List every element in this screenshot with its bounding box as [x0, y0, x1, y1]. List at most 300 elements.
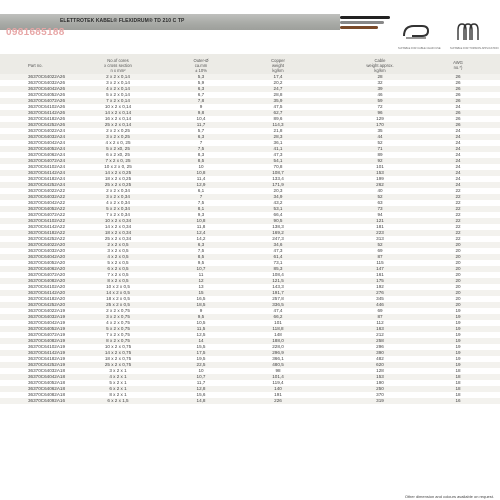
copper-weight-cell: 191: [274, 392, 282, 397]
part-no-cell: 36370C64042A18: [28, 374, 66, 379]
cores-cell: 18 x 2 x 0,34: [104, 230, 132, 235]
cable-weight-cell: 170: [376, 122, 384, 127]
part-no-cell: 36370C64072A24: [28, 158, 66, 163]
awg-cell: 20: [455, 266, 461, 271]
outer-diameter-cell: 7,5: [197, 248, 205, 253]
part-no-cell: 36370C64082A18: [28, 392, 66, 397]
cores-cell: 7 x 2 x 0, 25: [105, 158, 131, 163]
footnote: Other dimension and colours available on request.: [404, 494, 494, 499]
awg-cell: 18: [455, 374, 461, 379]
awg-cell: 22: [455, 218, 461, 223]
copper-weight-cell: 90,5: [273, 218, 283, 223]
part-no-cell: 36370C64052A26: [28, 92, 66, 97]
cable-weight-cell: 44: [377, 134, 383, 139]
outer-diameter-cell: 11,4: [196, 176, 206, 181]
part-no-cell: 36370C64072A19: [28, 332, 66, 337]
awg-cell: 26: [455, 92, 461, 97]
copper-weight-cell: 66,2: [273, 314, 283, 319]
part-no-cell: 36370C64052A19: [28, 326, 66, 331]
copper-weight-cell: 101,4: [272, 374, 284, 379]
copper-weight-cell: 62,7: [273, 110, 283, 115]
awg-cell: 26: [455, 122, 461, 127]
header-copper-line2: weight: [271, 63, 285, 68]
outer-diameter-cell: 7,8: [197, 98, 205, 103]
cable-chain-caption: SUITABLE FOR CABLE CHAIN USE: [398, 47, 441, 50]
cores-cell: 14 x 2 x 0,25: [104, 170, 132, 175]
awg-cell: 20: [455, 302, 461, 307]
header-outer-line1: Outer-Ø: [193, 58, 209, 63]
copper-weight-cell: 21,8: [273, 128, 283, 133]
cores-cell: 7 x 2 x 0,34: [106, 212, 130, 217]
copper-weight-cell: 119,4: [272, 380, 284, 385]
cable-weight-cell: 63: [377, 200, 383, 205]
cores-cell: 18 x 2 x 0,5: [106, 296, 130, 301]
cores-cell: 5 x 2 x 0,75: [106, 326, 130, 331]
outer-diameter-cell: 7,5: [197, 146, 205, 151]
awg-cell: 20: [455, 290, 461, 295]
copper-weight-cell: 53,1: [273, 206, 283, 211]
copper-weight-cell: 28,8: [273, 92, 283, 97]
cores-cell: 25 x 2 x 0,34: [104, 236, 132, 241]
cable-weight-cell: 128: [376, 368, 384, 373]
awg-cell: 26: [455, 74, 461, 79]
copper-weight-cell: 89,6: [273, 116, 283, 121]
copper-weight-cell: 20,2: [273, 80, 283, 85]
cores-cell: 7 x 2 x 0,5: [107, 272, 129, 277]
outer-diameter-cell: 9,8: [197, 110, 205, 115]
copper-weight-cell: 47,3: [273, 248, 283, 253]
awg-cell: 22: [455, 236, 461, 241]
outer-diameter-cell: 11,7: [196, 122, 206, 127]
copper-weight-cell: 140: [274, 386, 282, 391]
cores-cell: 14 x 2 x 0,5: [106, 290, 130, 295]
outer-diameter-cell: 18,5: [196, 302, 206, 307]
cable-weight-cell: 129: [376, 116, 384, 121]
cores-cell: 2 x 2 x 0,75: [106, 308, 130, 313]
outer-diameter-cell: 9,5: [197, 260, 205, 265]
part-no-cell: 36370C64072A20: [28, 272, 66, 277]
outer-diameter-cell: 5,3: [197, 74, 205, 79]
cores-cell: 5 x 2 x 1: [109, 380, 127, 385]
awg-cell: 24: [455, 158, 461, 163]
cable-title: ELETTROTEK KABEL® FLEXIDRUM® TD 210 C TP: [60, 18, 185, 24]
cores-cell: 10 x 2 x 0,5: [106, 284, 130, 289]
outer-diameter-cell: 8,5: [197, 158, 205, 163]
outer-diameter-cell: 14,8: [196, 398, 206, 403]
awg-cell: 22: [455, 212, 461, 217]
part-no-cell: 36370C64252A20: [28, 302, 66, 307]
cable-weight-cell: 121: [376, 218, 384, 223]
cores-cell: 3 x 2 x 0,75: [106, 314, 130, 319]
part-no-cell: 36370C64102A22: [28, 218, 66, 223]
cores-cell: 14 x 2 x 0,34: [104, 224, 132, 229]
outer-diameter-cell: 9,3: [197, 212, 205, 217]
part-no-cell: 36370C64082A20: [28, 278, 66, 283]
cores-cell: 4 x 2 x 0,34: [106, 200, 130, 205]
part-no-cell: 36370C64052A18: [28, 380, 66, 385]
copper-weight-cell: 257,8: [272, 296, 284, 301]
awg-cell: 20: [455, 248, 461, 253]
header-awg-line1: AWG: [453, 60, 463, 65]
part-no-cell: 36370C64042A24: [28, 140, 66, 145]
copper-weight-cell: 43,2: [273, 200, 283, 205]
awg-cell: 26: [455, 116, 461, 121]
copper-weight-cell: 47,5: [273, 104, 283, 109]
copper-weight-cell: 85,3: [273, 266, 283, 271]
header-cable: [355, 58, 405, 73]
copper-weight-cell: 366,1: [272, 356, 284, 361]
cable-weight-cell: 223: [376, 230, 384, 235]
part-no-cell: 36370C64252A19: [28, 362, 66, 367]
copper-weight-cell: 133,4: [272, 176, 284, 181]
copper-weight-cell: 148: [274, 332, 282, 337]
outer-diameter-cell: 9: [199, 308, 203, 313]
cable-weight-cell: 46: [377, 92, 383, 97]
part-no-cell: 36370C64022A20: [28, 242, 66, 247]
header-part-no: Part no.: [28, 63, 43, 68]
part-no-cell: 36370C64042A26: [28, 86, 66, 91]
part-no-cell: 36370C64052A24: [28, 146, 66, 151]
cores-cell: 2 x 2 x 0,14: [106, 74, 130, 79]
cable-weight-cell: 94: [377, 212, 383, 217]
cable-weight-cell: 69: [377, 308, 383, 313]
cores-cell: 10 x 2 x 0,14: [104, 104, 132, 109]
header-outer-line3: ± 10%: [195, 68, 207, 73]
header-cores-line3: n x mm²: [110, 68, 126, 73]
part-no-cell: 36370C64032A24: [28, 134, 66, 139]
cores-cell: 10 x 2 x 0,34: [104, 218, 132, 223]
cable-weight-cell: 319: [376, 398, 384, 403]
part-no-cell: 36370C64022A22: [28, 188, 66, 193]
cores-cell: 7 x 2 x 0,14: [106, 98, 130, 103]
copper-weight-cell: 24,7: [273, 86, 283, 91]
awg-cell: 20: [455, 260, 461, 265]
part-no-cell: 36370C64142A20: [28, 290, 66, 295]
copper-weight-cell: 73,1: [273, 260, 283, 265]
awg-cell: 18: [455, 368, 461, 373]
awg-cell: 20: [455, 296, 461, 301]
cable-weight-cell: 28: [377, 74, 383, 79]
awg-cell: 24: [455, 152, 461, 157]
cable-core-brown: [340, 26, 378, 29]
cable-weight-cell: 112: [376, 320, 384, 325]
part-no-cell: 36370C64182A20: [28, 296, 66, 301]
copper-weight-cell: 47,3: [273, 152, 283, 157]
part-no-cell: 36370C64182A24: [28, 176, 66, 181]
awg-cell: 20: [455, 284, 461, 289]
outer-diameter-cell: 22,5: [196, 362, 206, 367]
awg-cell: 24: [455, 134, 461, 139]
outer-diameter-cell: 15,6: [196, 392, 206, 397]
awg-cell: 19: [455, 338, 461, 343]
part-no-cell: 36370C64252A26: [28, 122, 66, 127]
header-outer: [181, 58, 221, 73]
cores-cell: 2 x 2 x 0,34: [106, 188, 130, 193]
part-no-cell: 36370C64142A22: [28, 224, 66, 229]
cable-weight-cell: 212: [376, 332, 384, 337]
outer-diameter-cell: 9,5: [197, 314, 205, 319]
cores-cell: 5 x 2 x 0,34: [106, 206, 130, 211]
awg-cell: 24: [455, 146, 461, 151]
part-no-cell: 36370C64042A22: [28, 200, 66, 205]
awg-cell: 19: [455, 320, 461, 325]
part-no-cell: 36370C64032A22: [28, 194, 66, 199]
torsion-icon: [452, 20, 484, 49]
cores-cell: 3 x 2 x 0,34: [106, 194, 130, 199]
part-no-cell: 36370C64102A26: [28, 104, 66, 109]
header-copper-line1: Copper: [271, 58, 285, 63]
cable-weight-cell: 69: [377, 248, 383, 253]
cable-weight-cell: 147: [376, 266, 384, 271]
cable-weight-cell: 153: [376, 374, 384, 379]
cable-weight-cell: 250: [376, 386, 384, 391]
copper-weight-cell: 54,1: [273, 158, 283, 163]
cores-cell: 25 x 2 x 0,25: [104, 182, 132, 187]
outer-diameter-cell: 12,5: [196, 332, 206, 337]
copper-weight-cell: 336,5: [272, 302, 284, 307]
part-no-cell: 36370C64022A24: [28, 128, 66, 133]
cable-weight-cell: 190: [376, 380, 384, 385]
cores-cell: 5 x 2 x 0,5: [107, 260, 129, 265]
outer-diameter-cell: 6,1: [197, 188, 205, 193]
copper-weight-cell: 247,3: [272, 236, 284, 241]
part-no-cell: 36370C64182A22: [28, 230, 66, 235]
cores-cell: 25 x 2 x 0,14: [104, 122, 132, 127]
part-no-cell: 36370C64062A18: [28, 386, 66, 391]
copper-weight-cell: 228,0: [272, 344, 284, 349]
awg-cell: 18: [455, 386, 461, 391]
outer-diameter-cell: 10: [198, 368, 204, 373]
cores-cell: 3 x 2 x 1: [109, 368, 127, 373]
cores-cell: 14 x 2 x 0,14: [104, 110, 132, 115]
part-no-cell: 36370C64082A19: [28, 338, 66, 343]
awg-cell: 19: [455, 308, 461, 313]
copper-weight-cell: 35,9: [273, 98, 283, 103]
copper-weight-cell: 17,4: [273, 74, 283, 79]
awg-cell: 22: [455, 188, 461, 193]
outer-diameter-cell: 8,5: [197, 254, 205, 259]
outer-diameter-cell: 19,5: [196, 356, 206, 361]
awg-cell: 19: [455, 350, 461, 355]
outer-diameter-cell: 17,5: [196, 350, 206, 355]
cable-weight-cell: 35: [377, 128, 383, 133]
part-no-cell: 36370C64252A22: [28, 236, 66, 241]
cable-weight-cell: 101: [376, 164, 384, 169]
cores-cell: 6 x 2 x 1: [109, 386, 127, 391]
cable-chain-icon: [400, 20, 432, 49]
header-cores-line1: No.of cores: [107, 58, 129, 63]
outer-diameter-cell: 8,1: [197, 206, 205, 211]
part-no-cell: 36370C64142A19: [28, 350, 66, 355]
cable-weight-cell: 276: [376, 290, 384, 295]
outer-diameter-cell: 8,3: [197, 152, 205, 157]
awg-cell: 22: [455, 206, 461, 211]
copper-weight-cell: 28,3: [273, 134, 283, 139]
cable-weight-cell: 390: [376, 350, 384, 355]
cable-weight-cell: 40: [377, 188, 383, 193]
cores-cell: 25 x 2 x 0,75: [104, 362, 132, 367]
awg-cell: 19: [455, 344, 461, 349]
copper-weight-cell: 34,9: [273, 194, 283, 199]
cable-weight-cell: 620: [376, 362, 384, 367]
copper-weight-cell: 47,4: [273, 308, 283, 313]
part-no-cell: 36370C64142A24: [28, 170, 66, 175]
outer-diameter-cell: 9: [199, 104, 203, 109]
cable-weight-cell: 96: [377, 110, 383, 115]
part-no-cell: 36370C64102A20: [28, 284, 66, 289]
cores-cell: 3 x 2 x 0,5: [107, 248, 129, 253]
part-no-cell: 36370C64032A18: [28, 368, 66, 373]
cores-cell: 16 x 2 x 0,14: [104, 116, 132, 121]
spec-table: [0, 54, 500, 404]
part-no-cell: 36370C64182A19: [28, 356, 66, 361]
header-copper: [258, 58, 298, 73]
cores-cell: 6 x 2 x 0,5: [107, 266, 129, 271]
cable-weight-cell: 39: [377, 86, 383, 91]
awg-cell: 24: [455, 176, 461, 181]
cores-cell: 8 x 2 x 0,75: [106, 338, 130, 343]
awg-cell: 18: [455, 380, 461, 385]
part-no-cell: 36370C64032A26: [28, 80, 66, 85]
copper-weight-cell: 191,7: [272, 290, 284, 295]
outer-diameter-cell: 7,5: [197, 200, 205, 205]
awg-cell: 18: [455, 392, 461, 397]
header-cores-line2: x cross section: [104, 63, 132, 68]
awg-cell: 19: [455, 362, 461, 367]
outer-diameter-cell: 6,3: [197, 134, 205, 139]
part-no-cell: 36370C64062A24: [28, 152, 66, 157]
copper-weight-cell: 70,8: [273, 164, 283, 169]
awg-cell: 22: [455, 194, 461, 199]
awg-cell: 20: [455, 242, 461, 247]
outer-diameter-cell: 6,3: [197, 242, 205, 247]
cores-cell: 3 x 2 x 0,14: [106, 80, 130, 85]
cores-cell: 5 x 2 x 0,14: [106, 92, 130, 97]
cores-cell: 25 x 2 x 0,5: [106, 302, 130, 307]
cores-cell: 2 x 2 x 0,25: [106, 128, 130, 133]
awg-cell: 16: [455, 398, 461, 403]
header-cores: [88, 58, 148, 73]
cores-cell: 4 x 2 x 1: [109, 374, 127, 379]
outer-diameter-cell: 10: [198, 164, 204, 169]
cable-core-black: [340, 16, 390, 19]
outer-diameter-cell: 15,5: [196, 344, 206, 349]
copper-weight-cell: 143,3: [272, 284, 284, 289]
cable-weight-cell: 89: [377, 152, 383, 157]
outer-diameter-cell: 10,8: [196, 170, 206, 175]
copper-weight-cell: 34,6: [273, 242, 283, 247]
cores-cell: 8 x 2 x 0,5: [107, 278, 129, 283]
awg-cell: 24: [455, 170, 461, 175]
copper-weight-cell: 480,5: [272, 362, 284, 367]
cable-weight-cell: 163: [376, 326, 384, 331]
part-no-cell: 36370C64042A19: [28, 320, 66, 325]
header-cable-line1: Cable: [374, 58, 386, 63]
part-no-cell: 36370C64052A22: [28, 206, 66, 211]
outer-diameter-cell: 10,4: [196, 116, 206, 121]
cable-weight-cell: 52: [377, 194, 383, 199]
outer-diameter-cell: 11,7: [196, 380, 206, 385]
cable-weight-cell: 262: [376, 182, 384, 187]
copper-weight-cell: 118,8: [272, 326, 284, 331]
part-no-cell: 36370C64032A19: [28, 314, 66, 319]
cores-cell: 4 x 2 x 0,5: [107, 254, 129, 259]
outer-diameter-cell: 12,9: [196, 182, 206, 187]
cable-weight-cell: 296: [376, 344, 384, 349]
part-no-cell: 36370C64072A26: [28, 98, 66, 103]
outer-diameter-cell: 5,9: [197, 80, 205, 85]
cores-cell: 6 x 2 x0, 25: [106, 152, 130, 157]
cores-cell: 18 x 2 x 0,25: [104, 176, 132, 181]
torsion-caption: SUITABLE FOR TORSION APPLICATION: [450, 47, 499, 50]
cable-weight-cell: 153: [376, 170, 384, 175]
cable-weight-cell: 192: [376, 284, 384, 289]
header-awg: [445, 60, 471, 70]
cable-weight-cell: 175: [376, 278, 384, 283]
outer-diameter-cell: 10,7: [196, 374, 206, 379]
copper-weight-cell: 36,1: [273, 140, 283, 145]
cable-weight-cell: 71: [377, 146, 383, 151]
cores-cell: 6 x 2 x 1,5: [107, 398, 129, 403]
cores-cell: 10 x 2 x 0,75: [104, 344, 132, 349]
part-no-cell: 36370C64102A19: [28, 344, 66, 349]
table-row: [0, 398, 500, 404]
header-outer-line2: ca.mm: [194, 63, 208, 68]
outer-diameter-cell: 15: [198, 290, 204, 295]
copper-weight-cell: 226: [274, 398, 282, 403]
awg-cell: 26: [455, 86, 461, 91]
part-no-cell: 36370C64052A20: [28, 260, 66, 265]
copper-weight-cell: 296,9: [272, 350, 284, 355]
awg-cell: 19: [455, 326, 461, 331]
cable-weight-cell: 370: [376, 392, 384, 397]
header-cable-line2: weight approx.: [366, 63, 394, 68]
header-cable-line3: kg/km: [374, 68, 386, 73]
cable-weight-cell: 482: [376, 356, 384, 361]
outer-diameter-cell: 12: [198, 278, 204, 283]
copper-weight-cell: 101: [274, 320, 282, 325]
cable-weight-cell: 199: [376, 176, 384, 181]
awg-cell: 20: [455, 272, 461, 277]
copper-weight-cell: 108,7: [272, 170, 284, 175]
awg-cell: 26: [455, 110, 461, 115]
cable-weight-cell: 59: [377, 98, 383, 103]
cable-weight-cell: 345: [376, 296, 384, 301]
part-no-cell: 36370C64092A16: [28, 398, 66, 403]
outer-diameter-cell: 11,5: [196, 326, 206, 331]
copper-weight-cell: 114,3: [272, 122, 284, 127]
copper-weight-cell: 41,1: [273, 146, 283, 151]
awg-cell: 22: [455, 224, 461, 229]
header-awg-line2: no.*): [453, 65, 463, 70]
cores-cell: 4 x 2 x 0,14: [106, 86, 130, 91]
copper-weight-cell: 20,3: [273, 188, 283, 193]
cable-weight-cell: 87: [377, 314, 383, 319]
copper-weight-cell: 188,0: [272, 338, 284, 343]
outer-diameter-cell: 13: [198, 284, 204, 289]
header-copper-line3: kg/km: [272, 68, 284, 73]
outer-diameter-cell: 12,4: [196, 230, 206, 235]
awg-cell: 22: [455, 200, 461, 205]
outer-diameter-cell: 16,5: [196, 296, 206, 301]
awg-cell: 24: [455, 182, 461, 187]
cores-cell: 18 x 2 x 0,75: [104, 356, 132, 361]
table-body: [0, 74, 500, 404]
cores-cell: 3 x 2 x 0,25: [106, 134, 130, 139]
cable-weight-cell: 72: [377, 104, 383, 109]
copper-weight-cell: 171,9: [272, 182, 284, 187]
outer-diameter-cell: 7: [199, 194, 203, 199]
